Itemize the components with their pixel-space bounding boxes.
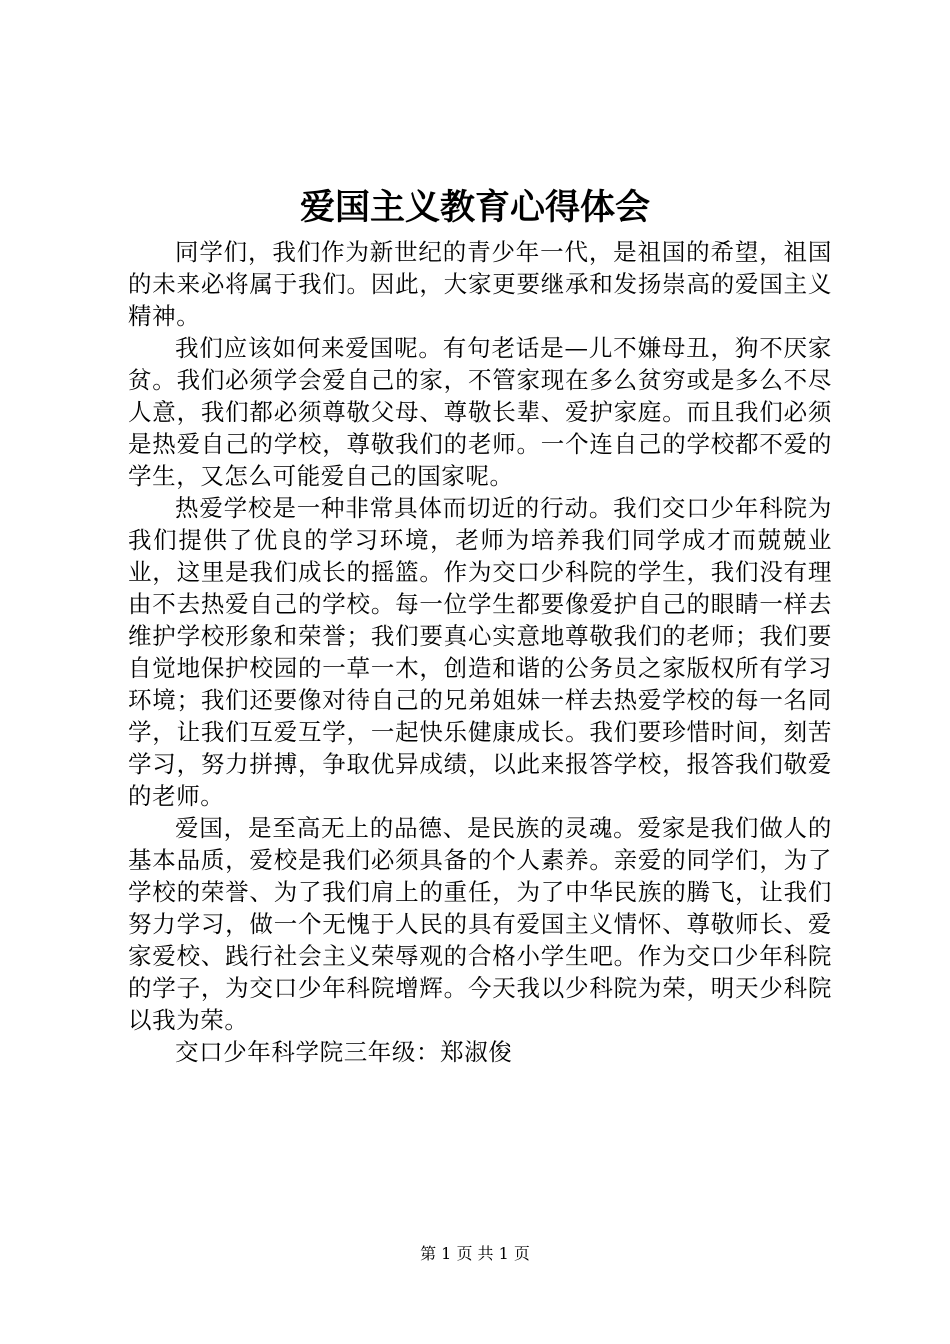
document-body: [128, 236, 832, 1068]
paragraph-1: 同学们，我们作为新世纪的青少年一代，是祖国的希望，祖国的未来必将属于我们。因此，大家更要继承和发扬崇高的爱国主义精神。: [128, 238, 832, 330]
document-title: 爱国主义教育心得体会: [299, 187, 650, 228]
author-signature: 交口少年科学院三年级：郑淑俊: [175, 1038, 513, 1066]
paragraph-4: 爱国，是至高无上的品德、是民族的灵魂。爱家是我们做人的基本品质，爱校是我们必须具备的个人素养。亲爱的同学们，为了学校的荣誉、为了我们肩上的重任，为了中华民族的腾飞，让我们努力学习，做一个无愧于人民的具有爱国主义情怀、尊敬师长、爱家爱校、践行社会主义荣辱观的合格小学生吧。作为交口少年科院的学子，为交口少年科院增辉。今天我以少科院为荣，明天少科院以我为荣。: [128, 814, 832, 1034]
page-number-footer: 第 1 页 共 1 页: [420, 1244, 530, 1263]
paragraph-3: 热爱学校是一种非常具体而切近的行动。我们交口少年科院为我们提供了优良的学习环境，老师为培养我们同学成才而兢兢业业，这里是我们成长的摇篮。作为交口少科院的学生，我们没有理由不去热爱自己的学校。每一位学生都要像爱护自己的眼睛一样去维护学校形象和荣誉；我们要真心实意地尊敬我们的老师；我们要自觉地保护校园的一草一木，创造和谐的公务员之家版权所有学习环境；我们还要像对待自己的兄弟姐妹一样去热爱学校的每一名同学，让我们互爱互学，一起快乐健康成长。我们要珍惜时间，刻苦学习，努力拼搏，争取优异成绩，以此来报答学校，报答我们敬爱的老师。: [128, 494, 832, 810]
paragraph-2: 我们应该如何来爱国呢。有句老话是—儿不嫌母丑，狗不厌家贫。我们必须学会爱自己的家，不管家现在多么贫穷或是多么不尽人意，我们都必须尊敬父母、尊敬长辈、爱护家庭。而且我们必须是热爱自己的学校，尊敬我们的老师。一个连自己的学校都不爱的学生，又怎么可能爱自己的国家呢。: [128, 334, 832, 490]
